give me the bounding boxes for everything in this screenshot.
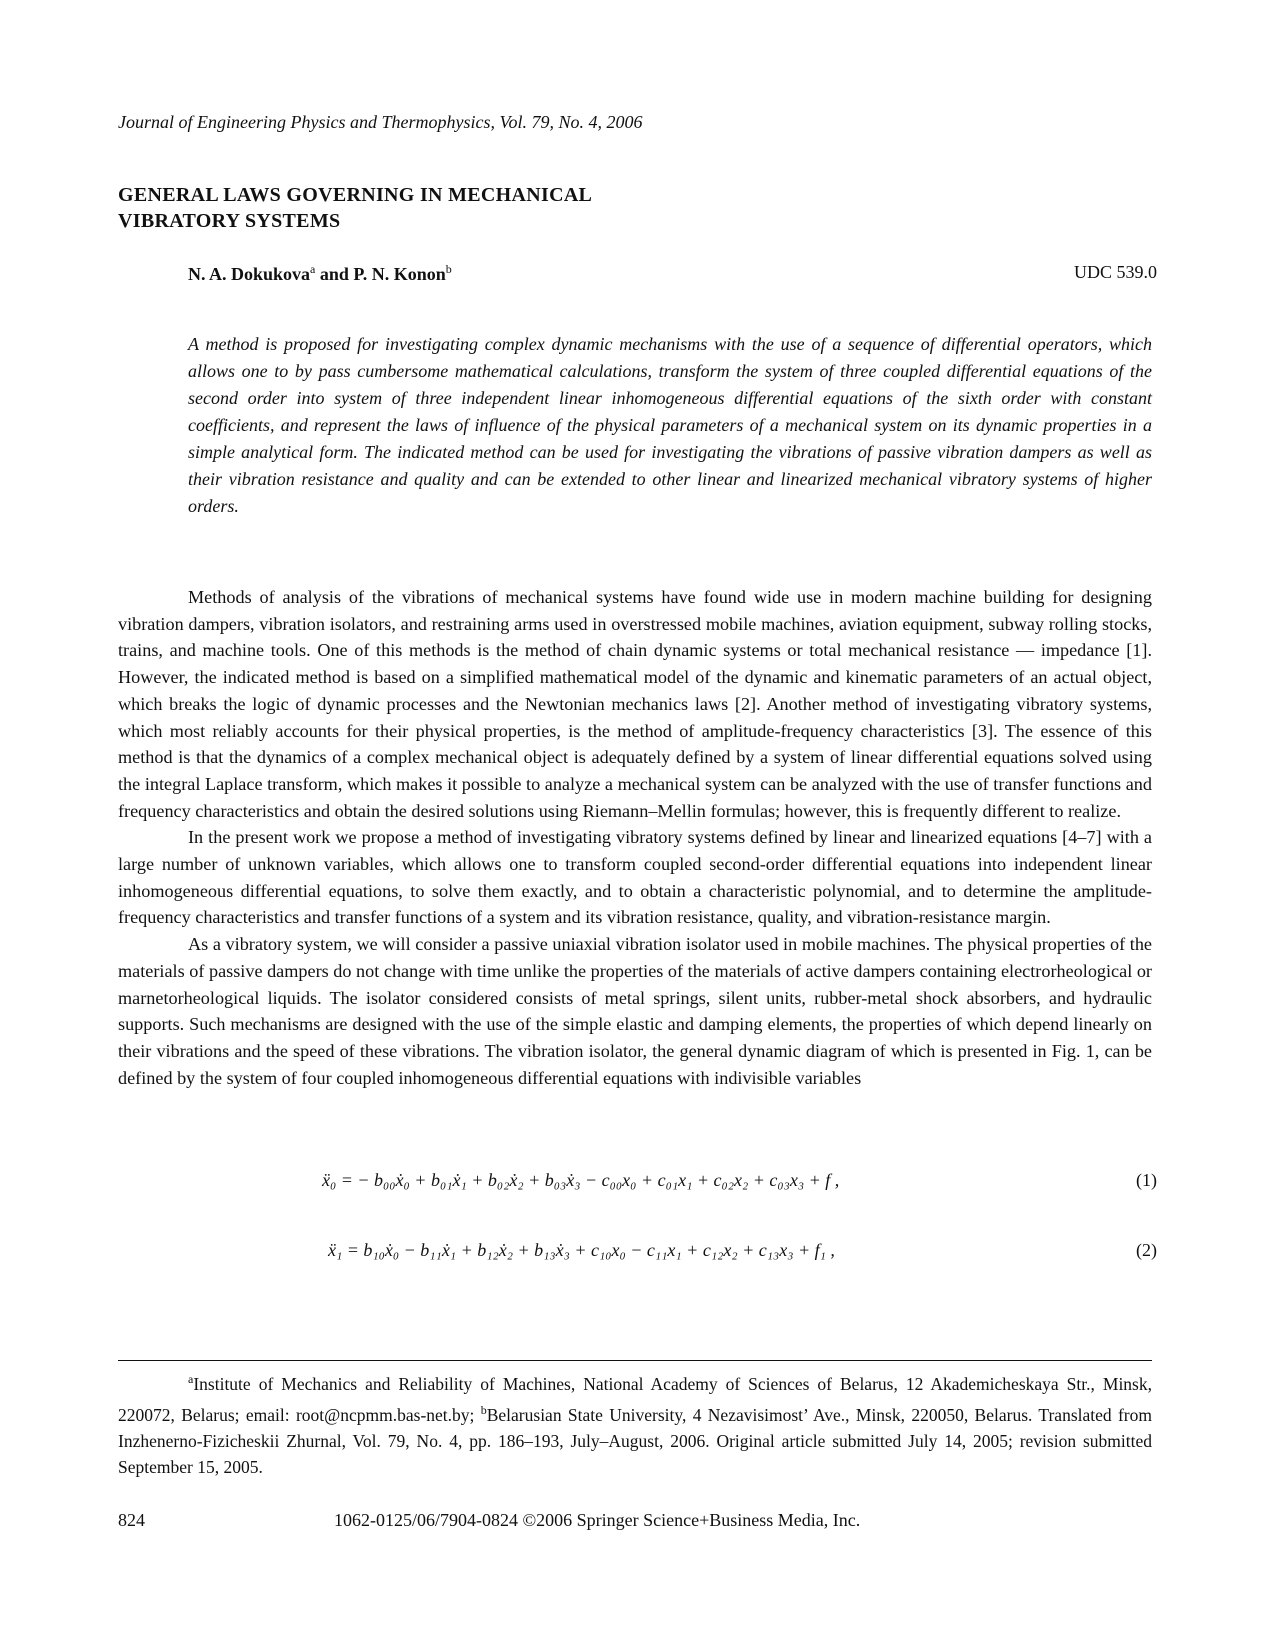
- title-line-1: GENERAL LAWS GOVERNING IN MECHANICAL: [118, 184, 593, 206]
- title-line-2: VIBRATORY SYSTEMS: [118, 210, 341, 232]
- footnote: [118, 1366, 1152, 1480]
- udc-code: UDC 539.0: [1073, 262, 1157, 282]
- equation-2: ẍ₁ = b₁₀ẋ₀ − b₁₁ẋ₁ + b₁₂ẋ₂ + b₁₃ẋ₃ + c₁₀x₀ − c₁₁x₁ + c₁₂x₂ + c₁₃x₃ + f₁ ,: [328, 1240, 835, 1260]
- page-number: 824: [118, 1510, 145, 1530]
- footnote-text: [118, 1366, 1152, 1480]
- footnote-divider: [118, 1360, 1152, 1361]
- equation-2-number: (2): [1136, 1240, 1157, 1260]
- author-2-affiliation: b: [445, 262, 452, 276]
- issn-copyright: 1062-0125/06/7904-0824 ©2006 Springer Science+Business Media, Inc.: [334, 1510, 861, 1530]
- equation-1: ẍ₀ = − b₀₀ẋ₀ + b₀₁ẋ₁ + b₀₂ẋ₂ + b₀₃ẋ₃ − c₀₀x₀ + c₀₁x₁ + c₀₂x₂ + c₀₃x₃ + f ,: [322, 1170, 840, 1190]
- article-title: [118, 182, 818, 234]
- paragraph: In the present work we propose a method of investigating vibratory systems defined by linear and linearized equations [4–7] with a large number of unknown variables, which allows one to transform coupled second-order differential equations into independent linear inhomogeneous differential equations, to solve them exactly, and to obtain a characteristic polynomial, and to determine the amplitude-frequency characteristics and transfer functions of a system and its vibration resistance, quality, and vibration-resistance margin.: [118, 827, 1152, 928]
- footnote-affiliation-a: Institute of Mechanics and Reliability of Machines, National Academy of Sciences of Belarus, 12 Akademicheskaya Str., Minsk, 220072, Belarus; email: root@ncpmm.bas-net.by;: [118, 1373, 1152, 1425]
- journal-citation: Journal of Engineering Physics and Thermophysics, Vol. 79, No. 4, 2006: [118, 112, 643, 132]
- paragraph: Methods of analysis of the vibrations of mechanical systems have found wide use in modern machine building for designing vibration dampers, vibration isolators, and restraining arms used in overstressed mobile machines, aviation equipment, subway rolling stocks, trains, and machine tools. One of this methods is the method of chain dynamic systems or total mechanical resistance — impedance [1]. However, the indicated method is based on a simplified mathematical model of the dynamic and kinematic parameters of an actual object, which breaks the logic of dynamic processes and the Newtonian mechanics laws [2]. Another method of investigating vibratory systems, which most reliably accounts for their physical properties, is the method of amplitude-frequency characteristics [3]. The essence of this method is that the dynamics of a complex mechanical object is adequately defined by a system of linear differential equations solved using the integral Laplace transform, which makes it possible to analyze a mechanical system can be analyzed with the use of transfer functions and frequency characteristics and obtain the desired solutions using Riemann–Mellin formulas; however, this is frequently different to realize.: [118, 587, 1152, 821]
- body-text: [118, 584, 1152, 1091]
- paragraph: As a vibratory system, we will consider a passive uniaxial vibration isolator used in mobile machines. The physical properties of the materials of passive dampers do not change with time unlike the properties of the materials of active dampers containing electrorheological or marnetorheological liquids. The isolator considered consists of metal springs, silent units, rubber-metal shock absorbers, and hydraulic supports. Such mechanisms are designed with the use of the simple elastic and damping elements, the properties of which depend linearly on their vibrations and the speed of these vibrations. The vibration isolator, the general dynamic diagram of which is presented in Fig. 1, can be defined by the system of four coupled inhomogeneous differential equations with indivisible variables: [118, 934, 1152, 1088]
- authors: [188, 262, 452, 285]
- equation-1-number: (1): [1136, 1170, 1157, 1190]
- author-1-affiliation: a: [310, 262, 316, 276]
- author-conjunction: and: [315, 264, 354, 284]
- footnote-marker-b: b: [480, 1402, 487, 1417]
- author-1: N. A. Dokukova: [188, 264, 311, 284]
- footnote-marker-a: a: [188, 1372, 194, 1386]
- abstract: A method is proposed for investigating complex dynamic mechanisms with the use of a sequence of differential operators, which allows one to by pass cumbersome mathematical calculations, transform the system of three coupled differential equations of the second order into system of three independent linear inhomogeneous differential equations of the sixth order with constant coefficients, and represent the laws of influence of the physical parameters of a mechanical system on its dynamic properties in a simple analytical form. The indicated method can be used for investigating the vibrations of passive vibration dampers as well as their vibration resistance and quality and can be extended to other linear and linearized mechanical vibratory systems of higher orders.: [188, 334, 1152, 516]
- footnote-affiliation-b: Belarusian State University, 4 Nezavisimost’ Ave., Minsk, 220050, Belarus. Translated from Inzhenerno-Fizicheskii Zhurnal, Vol. 79, No. 4, pp. 186–193, July–August, 2006. Original article submitted July 14, 2005; revision submitted September 15, 2005.: [118, 1404, 1152, 1477]
- author-2: P. N. Konon: [353, 264, 446, 284]
